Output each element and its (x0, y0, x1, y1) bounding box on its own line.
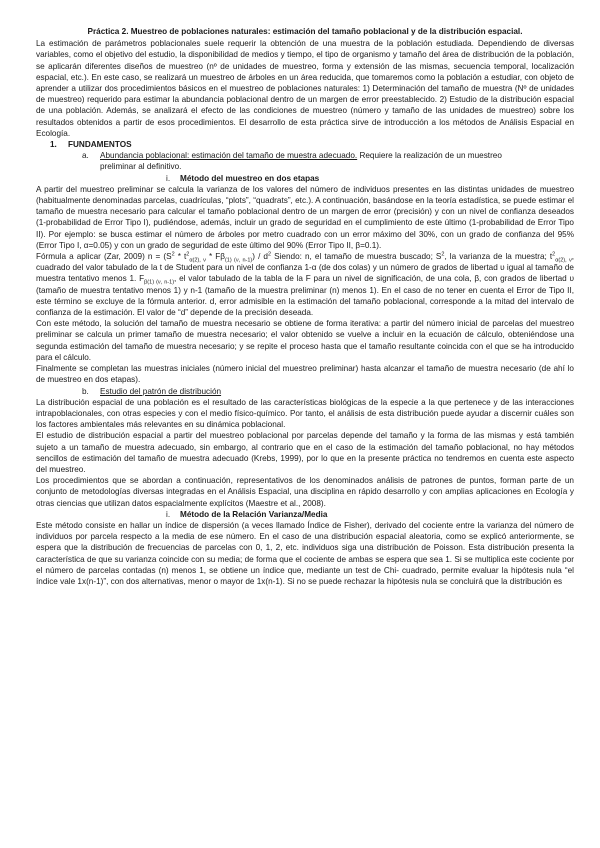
method-title: Método del muestreo en dos etapas (180, 173, 320, 183)
formula-text: * t (174, 252, 187, 262)
subsection-label: b. (82, 386, 89, 396)
formula-paragraph (36, 251, 574, 318)
formula-text: , el valor tabulado de la tabla de la F para un nivel de significación, de una cola, β, con grados de libertad υ (tamaño de muestra tentativo menos 1) y n-1 (tamaño de la muestra preliminar (n) menos 1). En el caso de no tener en cuenta el Error de Tipo II, este término se excluye de la fórmula anterior. d, error admisible en la estimación del tamaño poblacional, corresponde a la mitad del intervalo de confianza de la estimación. El valor de “d” depende de la precisión deseada. (36, 274, 575, 318)
paragraph-procedimientos: Los procedimientos que se abordan a continuación, representativos de los denominados análisis de patrones de puntos, forman parte de un conjunto de metodologías diversas integradas en el Análisis Espacial, una disciplina en rápido desarrollo y con amplias aplicaciones en Ecología y otras ciencias que utilizan datos espacialmente explícitos (Maestre et al., 2008). (36, 476, 574, 508)
formula-sub: α(2), ν (189, 257, 206, 264)
formula-text: , cuadrado del valor tabulado de la t de Student para un nivel de confianza 1-α (de dos colas) y un número de grados de libertad υ igual al tamaño de muestra tentativo menos 1. F (36, 252, 575, 284)
paragraph-estudio-distribucion: El estudio de distribución espacial a partir del muestreo poblacional por parcelas depende del tamaño y la forma de las mismas y está también sujeto a un tamaño de muestra adecuado, sin embargo, al contrario que en el caso de la estimación del tamaño poblacional, no hay métodos sencillos de estimación del tamaño de muestra adecuado (Krebs, 1999), por lo que en la presente práctica no tendremos en cuenta este aspecto del muestreo. (36, 431, 574, 474)
formula-text: * Fβ (205, 252, 225, 262)
section-number: 1. (50, 140, 57, 150)
paragraph-muestreo-preliminar: A partir del muestreo preliminar se calcula la varianza de los valores del número de individuos presentes en las distintas unidades de muestreo (habitualmente denominadas parcelas, cuadrículas, “plots”, “quadrats”, etc.). A continuación, basándose en la teoría estadística, se puede estimar el tamaño de muestra necesario para calcular el tamaño poblacional dentro de un margen de error (precisión) y con un nivel de confianza deseados (1-probabilidad de Error Tipo I), pudiéndose, además, incluir un grado de seguridad en el cumplimiento de este último (1-probabilidad de Error Tipo II). Por ejemplo: se busca estimar el número de árboles por metro cuadrado con un error máximo del 30%, con un grado de confianza del 95% (Error Tipo I, α=0.05) y con un grado de seguridad de este último del 90% (Error Tipo II, β=0.1). (36, 184, 574, 250)
paragraph-distribucion-espacial: La distribución espacial de una población es el resultado de las características biológicas de la especie a la que pertenece y de las interacciones intrapoblacionales, con otras especies y con el medio físico-químico. Por tanto, el análisis de esta distribución puede ayudar a discernir cuáles son los factores ambientales más relevantes en su dinámica poblacional. (36, 397, 574, 430)
method-heading-dos-etapas (36, 173, 574, 184)
subsection-heading-b (36, 386, 574, 397)
section-title: FUNDAMENTOS (68, 140, 132, 150)
formula-sup: 2 (171, 251, 175, 258)
method-label: i. (166, 509, 171, 519)
document-title: Práctica 2. Muestreo de poblaciones naturales: estimación del tamaño poblacional y de la distribución espacial. (87, 27, 523, 36)
formula-sub: (1) (ν, n-1) (224, 257, 253, 264)
formula-sup: 2 (441, 251, 445, 258)
formula-sub: β(1) (ν, n-1) (144, 280, 175, 287)
formula-sup: 2 (552, 251, 556, 258)
subsection-label: a. (82, 151, 89, 161)
subsection-title: Abundancia poblacional: estimación del tamaño de muestra adecuado. (100, 151, 358, 161)
document-body (36, 26, 574, 587)
section-heading-fundamentos (36, 139, 574, 150)
subsection-title: Estudio del patrón de distribución (100, 386, 222, 396)
formula-text: Fórmula a aplicar (Zar, 2009) n = (S (36, 252, 172, 262)
method-title: Método de la Relación Varianza/Media (180, 509, 328, 519)
intro-paragraph: La estimación de parámetros poblacionales suele requerir la obtención de una muestra de la población estudiada. Dependiendo de diversas variables, como el objetivo del estudio, la disponibilidad de medios y tiempo, el tipo de organismo y tamaño del área de distribución de la población, se aplicarán diferentes diseños de muestreo (nº de unidades de muestreo, forma y extensión de las mismas, secuencia temporal, localización espacial, etc.). En este caso, se realizará un muestreo de árboles en un área reducida, que tomaremos como la población a estudiar, con objeto de aprender a utilizar dos procedimientos básicos en el muestreo de poblaciones naturales: 1) Determinación del tamaño de muestra (Nº de unidades de muestreo) requerido para estimar la abundancia poblacional dentro de un margen de error preestablecido. 2) Estudio de la distribución espacial de una población. Además, se analizará el efecto de las condiciones de muestreo (número y tamaño de las unidades de muestreo) sobre los resultados obtenidos a partir de esos procedimientos. El desarrollo de esta práctica sirve de introducción a los métodos de Análisis Espacial en Ecología. (36, 39, 574, 138)
paragraph-iterativo: Con este método, la solución del tamaño de muestra necesario se obtiene de forma iterativa: a partir del número inicial de parcelas del muestreo preliminar se calcula un primer tamaño de muestra necesario; el valor obtenido se vuelve a incluir en la ecuación de cálculo, obteniéndose una segunda estimación del tamaño de muestra necesario; y se repite el proceso hasta que el tamaño resultante coincida con el que se ha introducido para el cálculo. (36, 319, 574, 362)
formula-sup: 2 (268, 251, 272, 258)
subsection-text-continued: preliminar al definitivo. (100, 162, 182, 172)
method-heading-varianza-media (36, 509, 574, 520)
formula-sub: α(2), ν (555, 257, 572, 264)
formula-sup: 2 (186, 251, 190, 258)
subsection-text: Requiere la realización de un muestreo (357, 151, 502, 161)
formula-text: , la varianza de la muestra; t (444, 252, 553, 262)
subsection-heading-a (36, 150, 574, 161)
paragraph-finalmente: Finalmente se completan las muestras iniciales (número inicial del muestreo preliminar) hasta alcanzar el tamaño de muestra necesario (de ahí lo de muestreo en dos etapas). (36, 364, 574, 385)
method-label: i. (166, 173, 171, 183)
formula-text: Siendo: n, el tamaño de muestra buscado; S (271, 252, 442, 262)
formula-text: ) / d (252, 252, 268, 262)
paragraph-indice-dispersion: Este método consiste en hallar un índice de dispersión (a veces llamado Índice de Fisher), derivado del cociente entre la varianza del número de individuos por parcela respecto a la media de ese número. En el caso de una distribución espacial aleatoria, como se explicó anteriormente, se espera que la distribución de frecuencias de parcelas con 0, 1, 2, etc. individuos siga una distribución de Poisson. Esta distribución presenta la característica de que su varianza coincide con su media; de forma que el cociente de ambas se espera que sea 1. Si se multiplica este cociente por el número de parcelas contadas (n) menos 1, se obtiene un índice que, mediante un test de Chi- cuadrado, permite evaluar la hipótesis nula “el índice vale 1x(n-1)”, con dos alternativas, menor o mayor de 1x(n-1). Si no se puede rechazar la hipótesis nula se concluirá que la distribución es (36, 520, 574, 586)
